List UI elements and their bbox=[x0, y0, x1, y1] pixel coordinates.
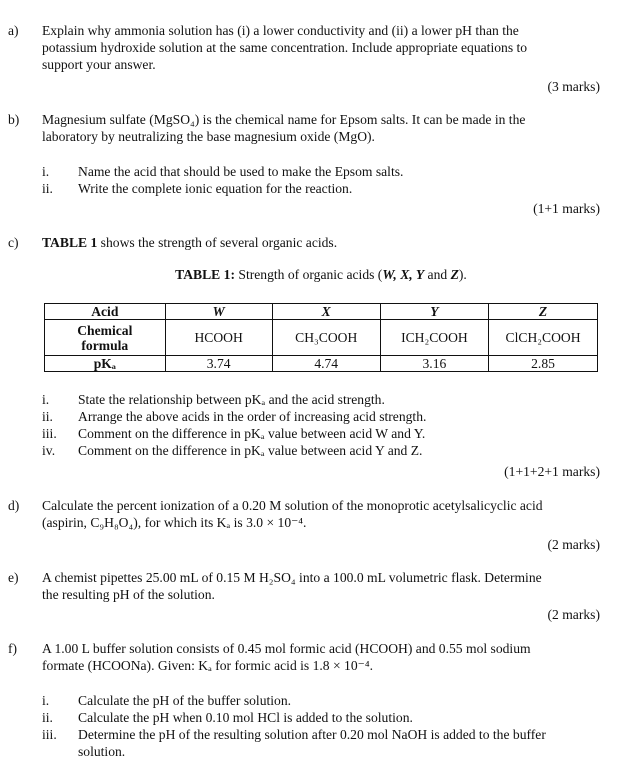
table-row bbox=[45, 320, 598, 356]
question-text-line: Magnesium sulfate (MgSO₄) is the chemical name for Epsom salts. It can be made in the bbox=[42, 112, 526, 127]
sub-question-text: State the relationship between pKₐ and the acid strength. bbox=[78, 392, 385, 407]
table-row bbox=[45, 356, 598, 372]
marks-label: (1+1 marks) bbox=[533, 201, 600, 216]
sub-question-number: iii. bbox=[42, 727, 57, 742]
sub-question-text: Comment on the difference in pKₐ value between acid Y and Z. bbox=[78, 443, 423, 458]
sub-question-number: iv. bbox=[42, 443, 56, 458]
marks-label: (1+1+2+1 marks) bbox=[504, 464, 600, 479]
sub-question-number: ii. bbox=[42, 409, 53, 424]
question-label: a) bbox=[8, 23, 19, 38]
question-text-line: Calculate the percent ionization of a 0.20 M solution of the monoprotic acetylsalicyclic acid bbox=[42, 498, 543, 513]
question-text-line: support your answer. bbox=[42, 57, 156, 72]
table-header-cell: W bbox=[165, 304, 272, 320]
question-text-line: A chemist pipettes 25.00 mL of 0.15 M H₂SO₄ into a 100.0 mL volumetric flask. Determine bbox=[42, 570, 542, 585]
marks-label: (3 marks) bbox=[547, 79, 600, 94]
sub-question-text: Determine the pH of the resulting solution after 0.20 mol NaOH is added to the buffer bbox=[78, 727, 546, 742]
table-cell: HCOOH bbox=[165, 320, 272, 356]
question-label: d) bbox=[8, 498, 20, 513]
table-header-cell: Y bbox=[380, 304, 488, 320]
table-cell: ClCH₂COOH bbox=[489, 320, 598, 356]
sub-question-text: Calculate the pH when 0.10 mol HCl is added to the solution. bbox=[78, 710, 413, 725]
table-header-row bbox=[45, 304, 598, 320]
table-cell: 3.16 bbox=[380, 356, 488, 372]
question-label: c) bbox=[8, 235, 19, 250]
question-text-line: A 1.00 L buffer solution consists of 0.45 mol formic acid (HCOOH) and 0.55 mol sodium bbox=[42, 641, 531, 656]
sub-question-text: Calculate the pH of the buffer solution. bbox=[78, 693, 292, 708]
marks-label: (2 marks) bbox=[547, 607, 600, 622]
question-text-line: the resulting pH of the solution. bbox=[42, 587, 215, 602]
question-text: shows the strength of several organic acids. bbox=[97, 235, 338, 250]
question-label: b) bbox=[8, 112, 20, 127]
table-cell: 3.74 bbox=[165, 356, 272, 372]
sub-question-text: Write the complete ionic equation for the reaction. bbox=[78, 181, 353, 196]
question-text-line: Explain why ammonia solution has (i) a lower conductivity and (ii) a lower pH than the bbox=[42, 23, 519, 38]
table-cell: 4.74 bbox=[272, 356, 380, 372]
table-header-cell: Z bbox=[489, 304, 598, 320]
sub-question-number: ii. bbox=[42, 181, 53, 196]
table-header-cell: Acid bbox=[45, 304, 166, 320]
sub-question-text: Name the acid that should be used to make the Epsom salts. bbox=[78, 164, 404, 179]
marks-label: (2 marks) bbox=[547, 537, 600, 552]
table-row-label: Chemical formula bbox=[45, 320, 166, 356]
question-text-line bbox=[42, 234, 600, 251]
table-row-label: pKₐ bbox=[45, 356, 166, 372]
sub-question-text: Comment on the difference in pKₐ value between acid W and Y. bbox=[78, 426, 426, 441]
sub-question-text: Arrange the above acids in the order of increasing acid strength. bbox=[78, 409, 427, 424]
table-cell: CH₃COOH bbox=[272, 320, 380, 356]
sub-question-number: iii. bbox=[42, 426, 57, 441]
question-label: f) bbox=[8, 641, 18, 656]
question-label: e) bbox=[8, 570, 19, 585]
sub-question-number: i. bbox=[42, 392, 50, 407]
table-title: TABLE 1: Strength of organic acids (W, X, Y and Z). bbox=[175, 267, 467, 282]
sub-question-number: ii. bbox=[42, 710, 53, 725]
acid-strength-table bbox=[44, 303, 598, 372]
question-text-line: laboratory by neutralizing the base magnesium oxide (MgO). bbox=[42, 129, 375, 144]
table-cell: ICH₂COOH bbox=[380, 320, 488, 356]
table-header-cell: X bbox=[272, 304, 380, 320]
table-cell: 2.85 bbox=[489, 356, 598, 372]
question-text-line: (aspirin, C₉H₈O₄), for which its Kₐ is 3.0 × 10⁻⁴. bbox=[42, 515, 307, 530]
table-reference: TABLE 1 bbox=[42, 235, 98, 250]
sub-question-text: solution. bbox=[78, 744, 126, 759]
sub-question-number: i. bbox=[42, 693, 50, 708]
question-text-line: potassium hydroxide solution at the same concentration. Include appropriate equations to bbox=[42, 40, 528, 55]
sub-question-number: i. bbox=[42, 164, 50, 179]
question-text-line: formate (HCOONa). Given: Kₐ for formic acid is 1.8 × 10⁻⁴. bbox=[42, 658, 373, 673]
